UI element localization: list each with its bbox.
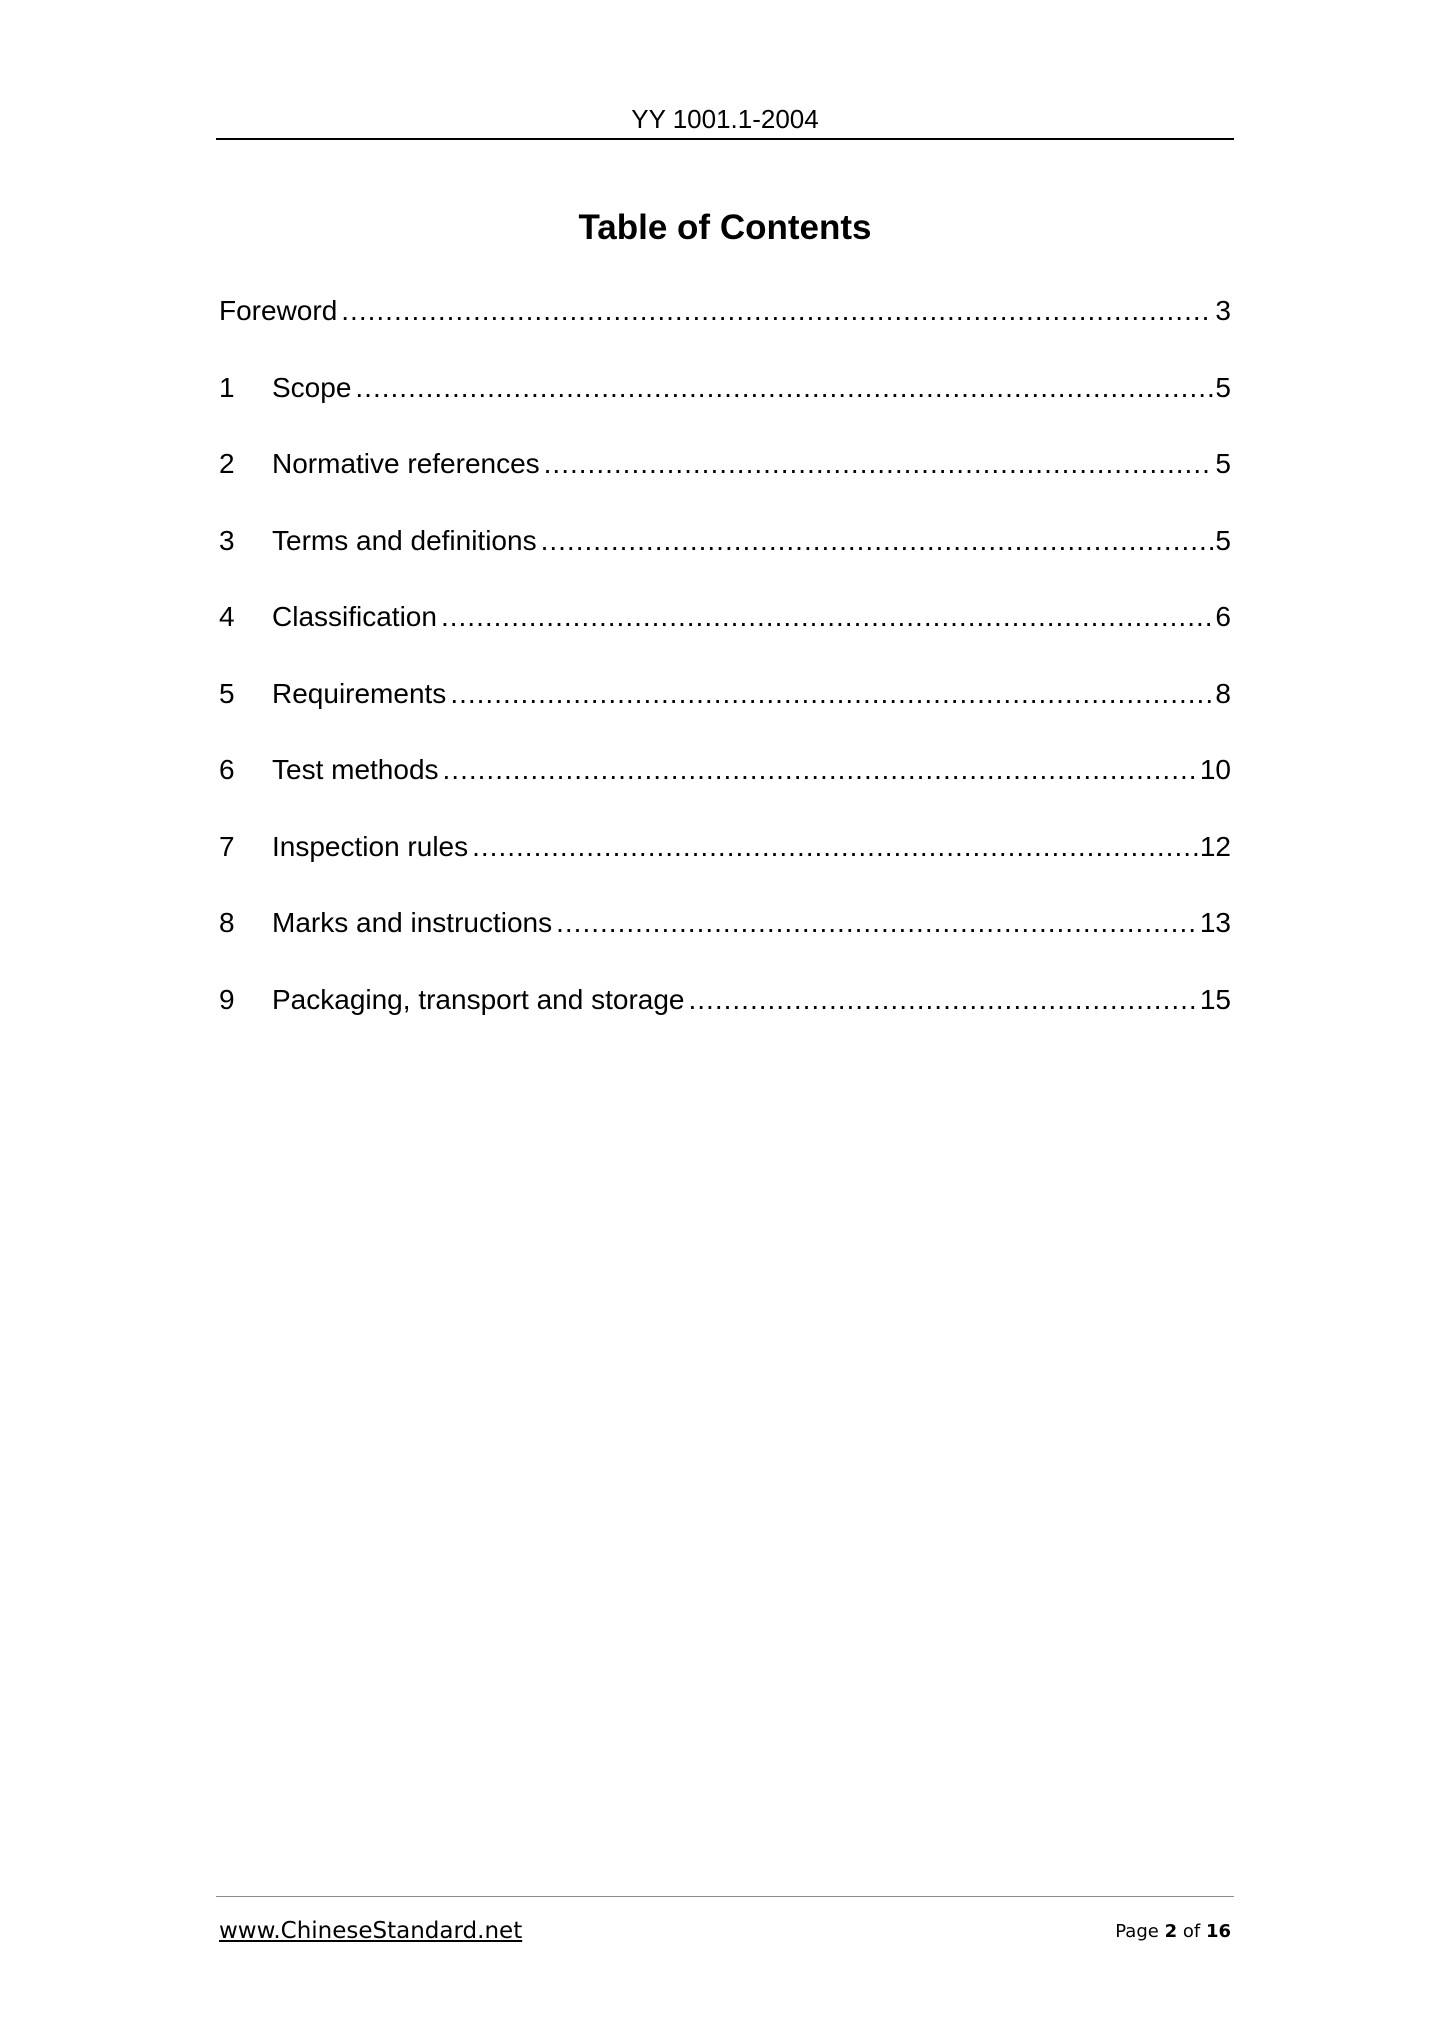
toc-entry-page: 8: [1215, 677, 1231, 709]
running-header: [216, 100, 1234, 140]
toc-entry-marks-and-instructions[interactable]: [219, 902, 1231, 979]
page-of: of: [1182, 1920, 1201, 1942]
toc-entry-label: Normative references: [272, 448, 540, 479]
table-of-contents: [219, 290, 1231, 1055]
dot-leader: [541, 520, 1214, 562]
toc-entry-page: 12: [1199, 830, 1231, 862]
toc-entry-label: Packaging, transport and storage: [272, 983, 685, 1015]
dot-leader: [341, 290, 1213, 332]
dot-leader: [441, 596, 1213, 638]
document-code: YY 1001.1-2004: [631, 104, 819, 134]
toc-entry-classification[interactable]: [219, 596, 1231, 673]
toc-entry-number: 9: [219, 983, 235, 1015]
dot-leader: [450, 673, 1213, 715]
toc-entry-scope[interactable]: [219, 367, 1231, 444]
toc-entry-number: 6: [219, 754, 235, 785]
toc-entry-number: 3: [219, 524, 235, 556]
toc-entry-number: 2: [219, 448, 235, 479]
website-link[interactable]: www.ChineseStandard.net: [219, 1918, 523, 1944]
toc-entry-page: 5: [1215, 371, 1231, 403]
toc-entry-label: Foreword: [219, 295, 338, 326]
page-prefix: Page: [1115, 1920, 1159, 1942]
toc-entry-requirements[interactable]: [219, 673, 1231, 750]
toc-entry-test-methods[interactable]: [219, 749, 1231, 826]
toc-entry-packaging-transport-storage[interactable]: [219, 979, 1231, 1056]
toc-entry-number: 8: [219, 907, 235, 938]
toc-entry-inspection-rules[interactable]: [219, 826, 1231, 903]
toc-entry-terms-and-definitions[interactable]: [219, 520, 1231, 597]
toc-entry-page: 5: [1215, 524, 1231, 556]
dot-leader: [472, 826, 1198, 868]
dot-leader: [556, 902, 1198, 944]
toc-entry-number: 7: [219, 830, 235, 862]
toc-entry-label: Terms and definitions: [272, 524, 537, 556]
toc-entry-page: 3: [1215, 295, 1231, 326]
toc-entry-label: Marks and instructions: [272, 907, 553, 938]
toc-entry-foreword[interactable]: [219, 290, 1231, 367]
toc-entry-normative-references[interactable]: [219, 443, 1231, 520]
toc-entry-number: 5: [219, 677, 235, 709]
toc-entry-label: Inspection rules: [272, 830, 469, 862]
toc-entry-page: 13: [1199, 907, 1231, 938]
toc-entry-page: 15: [1199, 983, 1231, 1015]
toc-entry-label: Classification: [272, 601, 437, 632]
toc-entry-number: 4: [219, 601, 235, 632]
page-total: 16: [1205, 1920, 1231, 1942]
footer-divider: [216, 1896, 1234, 1897]
page-indicator: [1115, 1921, 1231, 1942]
toc-entry-number: 1: [219, 371, 235, 403]
dot-leader: [355, 367, 1213, 409]
dot-leader: [443, 749, 1198, 791]
dot-leader: [688, 979, 1197, 1021]
page-footer: [219, 1914, 1231, 1948]
toc-entry-label: Scope: [272, 371, 352, 403]
page-current: 2: [1164, 1920, 1178, 1942]
dot-leader: [544, 443, 1214, 485]
toc-entry-page: 5: [1215, 448, 1231, 479]
toc-entry-page: 6: [1215, 601, 1231, 632]
toc-title: Table of Contents: [578, 208, 872, 247]
toc-entry-page: 10: [1199, 754, 1231, 785]
toc-entry-label: Requirements: [272, 677, 447, 709]
toc-entry-label: Test methods: [272, 754, 439, 785]
